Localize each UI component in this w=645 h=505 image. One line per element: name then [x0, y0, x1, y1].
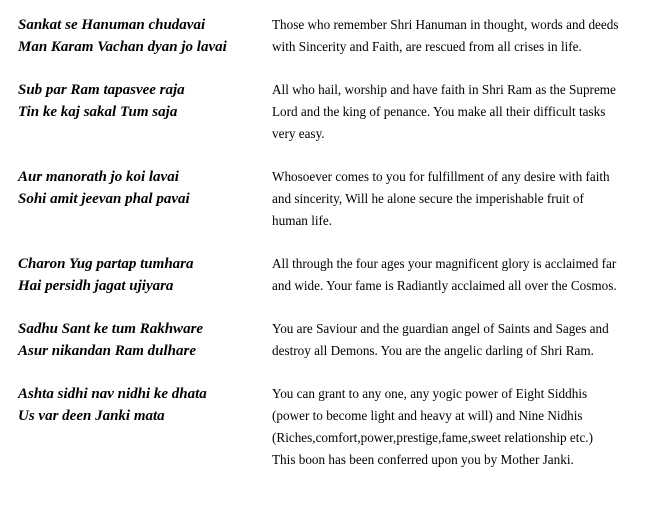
meaning-line: very easy. — [272, 126, 325, 141]
verse-meaning — [272, 253, 637, 297]
lyric-line: Hai persidh jagat ujiyara — [18, 278, 174, 294]
verse-lyric — [18, 14, 268, 58]
meaning-line: You can grant to any one, any yogic power of Eight Siddhis — [272, 386, 588, 401]
meaning-line: with Sincerity and Faith, are rescued from all crises in life. — [272, 39, 582, 54]
lyric-line: Sankat se Hanuman chudavai — [18, 17, 206, 33]
meaning-line: All through the four ages your magnificent glory is acclaimed far — [272, 256, 617, 271]
verse-lyric — [18, 79, 268, 123]
meaning-line: Those who remember Shri Hanuman in thought, words and deeds — [272, 17, 619, 32]
lyric-line: Tin ke kaj sakal Tum saja — [18, 104, 178, 120]
meaning-line: (power to become light and heavy at will) and Nine Nidhis — [272, 408, 583, 423]
verse-lyric — [18, 166, 268, 210]
lyric-line: Man Karam Vachan dyan jo lavai — [18, 39, 227, 55]
meaning-line: and sincerity, Will he alone secure the imperishable fruit of — [272, 191, 584, 206]
verse-meaning — [272, 166, 637, 232]
meaning-line: human life. — [272, 213, 333, 228]
lyric-line: Aur manorath jo koi lavai — [18, 169, 179, 185]
verse-meaning — [272, 318, 637, 362]
meaning-line: You are Saviour and the guardian angel of Saints and Sages and — [272, 321, 609, 336]
meaning-line: Lord and the king of penance. You make all their difficult tasks — [272, 104, 606, 119]
verse-lyric — [18, 383, 268, 427]
lyric-line: Ashta sidhi nav nidhi ke dhata — [18, 386, 207, 402]
meaning-line: This boon has been conferred upon you by Mother Janki. — [272, 452, 574, 467]
lyric-line: Us var deen Janki mata — [18, 408, 165, 424]
lyric-line: Sohi amit jeevan phal pavai — [18, 191, 190, 207]
lyric-line: Asur nikandan Ram dulhare — [18, 343, 196, 359]
meaning-line: (Riches,comfort,power,prestige,fame,sweet relationship etc.) — [272, 430, 593, 445]
meaning-line: All who hail, worship and have faith in Shri Ram as the Supreme — [272, 82, 616, 97]
verse-lyric — [18, 253, 268, 297]
meaning-line: Whosoever comes to you for fulfillment of any desire with faith — [272, 169, 610, 184]
lyric-line: Sub par Ram tapasvee raja — [18, 82, 185, 98]
meaning-line: destroy all Demons. You are the angelic darling of Shri Ram. — [272, 343, 594, 358]
verse-meaning — [272, 14, 637, 58]
lyric-line: Charon Yug partap tumhara — [18, 256, 194, 272]
verse-meaning — [272, 383, 637, 471]
lyric-line: Sadhu Sant ke tum Rakhware — [18, 321, 204, 337]
meaning-line: and wide. Your fame is Radiantly acclaimed all over the Cosmos. — [272, 278, 617, 293]
verse-lyric — [18, 318, 268, 362]
verse-meaning — [272, 79, 637, 145]
